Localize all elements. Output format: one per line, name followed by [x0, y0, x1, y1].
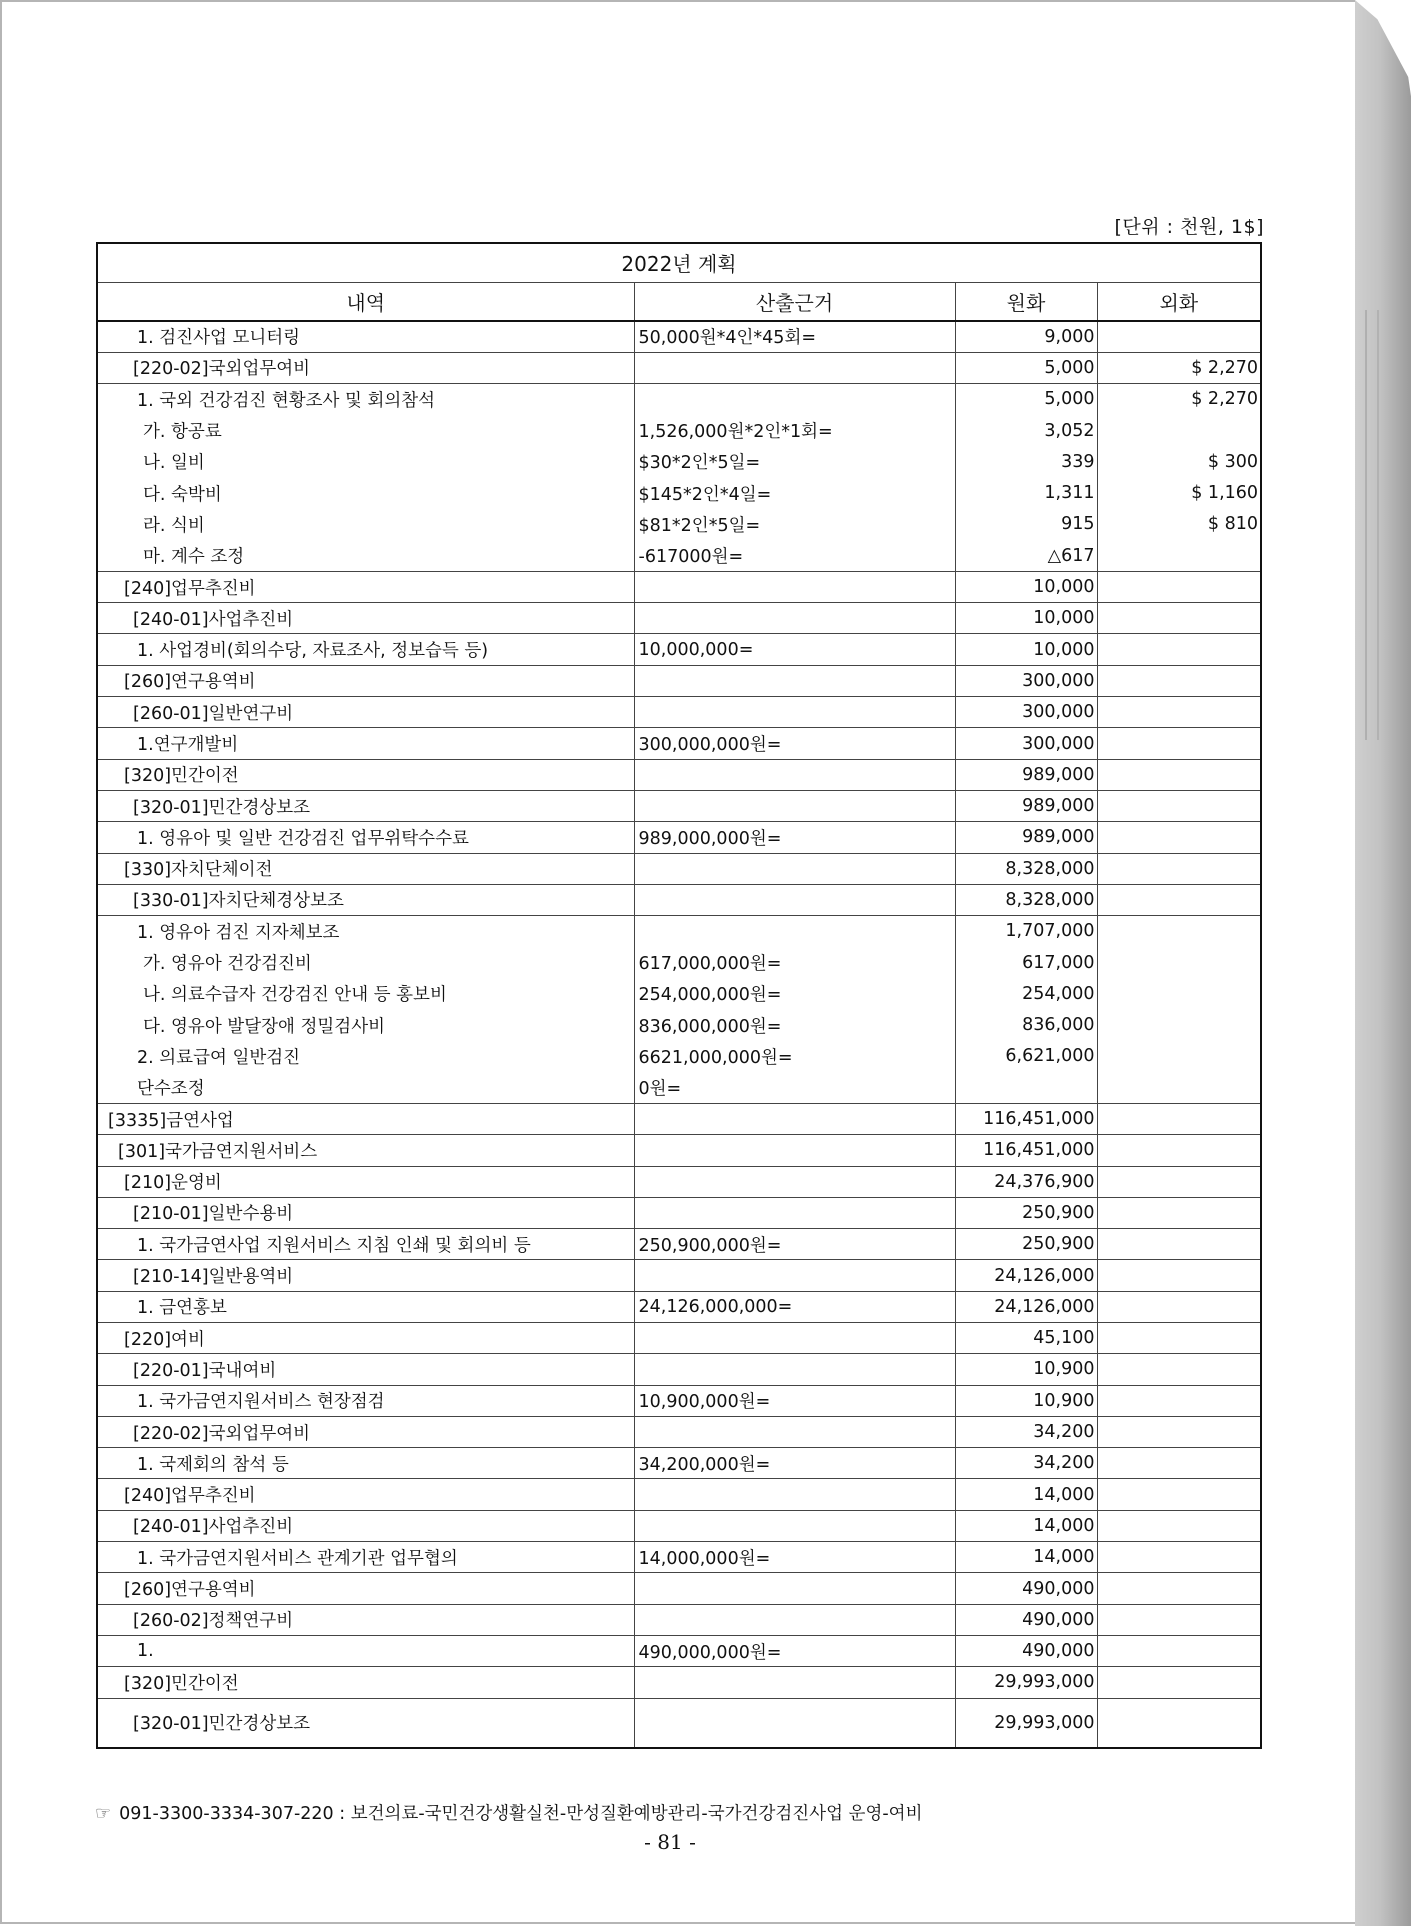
row-fx — [1097, 665, 1261, 696]
header-fx: 외화 — [1097, 282, 1261, 321]
row-basis: 989,000,000원= — [634, 822, 955, 853]
row-item: 1. 국가금연사업 지원서비스 지침 인쇄 및 회의비 등 — [97, 1229, 634, 1260]
row-item: [240]업무추진비 — [97, 571, 634, 602]
table-row — [97, 853, 1261, 884]
row-item: [260-01]일반연구비 — [97, 697, 634, 728]
row-krw: 5,000 — [955, 384, 1097, 415]
table-row — [97, 415, 1261, 446]
row-fx — [1097, 603, 1261, 634]
row-krw: 24,126,000 — [955, 1291, 1097, 1322]
row-item: 1. 사업경비(회의수당, 자료조사, 정보습득 등) — [97, 634, 634, 665]
row-item: 다. 숙박비 — [97, 477, 634, 508]
row-krw: 9,000 — [955, 321, 1097, 352]
row-krw: 10,900 — [955, 1385, 1097, 1416]
row-item: 단수조정 — [97, 1072, 634, 1103]
row-fx — [1097, 571, 1261, 602]
row-item: [260-02]정책연구비 — [97, 1604, 634, 1635]
row-fx — [1097, 1479, 1261, 1510]
row-krw: 6,621,000 — [955, 1041, 1097, 1072]
row-krw: 14,000 — [955, 1542, 1097, 1573]
row-item: [240]업무추진비 — [97, 1479, 634, 1510]
table-row — [97, 1103, 1261, 1134]
table-row — [97, 1604, 1261, 1635]
footnote — [95, 1800, 922, 1825]
row-krw: 250,900 — [955, 1197, 1097, 1228]
row-fx — [1097, 1542, 1261, 1573]
row-fx: $ 2,270 — [1097, 384, 1261, 415]
row-basis — [634, 1479, 955, 1510]
row-basis — [634, 1573, 955, 1604]
row-basis — [634, 884, 955, 915]
row-basis — [634, 603, 955, 634]
row-item: [330]자치단체이전 — [97, 853, 634, 884]
row-item: 1. 국외 건강검진 현황조사 및 회의참석 — [97, 384, 634, 415]
row-basis — [634, 352, 955, 383]
row-krw: 29,993,000 — [955, 1698, 1097, 1748]
row-krw: 45,100 — [955, 1323, 1097, 1354]
row-fx — [1097, 1416, 1261, 1447]
table-row — [97, 384, 1261, 415]
row-krw: 10,000 — [955, 634, 1097, 665]
row-item: [210-01]일반수용비 — [97, 1197, 634, 1228]
row-item: 1. 국가금연지원서비스 현장점검 — [97, 1385, 634, 1416]
row-krw: 34,200 — [955, 1416, 1097, 1447]
row-item: 1. 국가금연지원서비스 관계기관 업무협의 — [97, 1542, 634, 1573]
row-fx — [1097, 415, 1261, 446]
row-krw: 116,451,000 — [955, 1103, 1097, 1134]
row-item: 마. 계수 조정 — [97, 540, 634, 571]
row-item: [260]연구용역비 — [97, 665, 634, 696]
unit-label: [단위 : 천원, 1$] — [1114, 216, 1264, 238]
row-fx — [1097, 1041, 1261, 1072]
row-item: [260]연구용역비 — [97, 1573, 634, 1604]
row-basis: -617000원= — [634, 540, 955, 571]
row-item: [220-02]국외업무여비 — [97, 352, 634, 383]
table-row — [97, 728, 1261, 759]
row-basis — [634, 384, 955, 415]
row-krw: 24,126,000 — [955, 1260, 1097, 1291]
row-basis: 254,000,000원= — [634, 978, 955, 1009]
table-row — [97, 790, 1261, 821]
row-krw: 250,900 — [955, 1229, 1097, 1260]
pointing-hand-icon: ☞ — [95, 1803, 112, 1824]
row-krw — [955, 1072, 1097, 1103]
table-row — [97, 1041, 1261, 1072]
table-row — [97, 446, 1261, 477]
row-fx — [1097, 1103, 1261, 1134]
table-row — [97, 665, 1261, 696]
row-basis — [634, 1667, 955, 1698]
row-fx — [1097, 728, 1261, 759]
row-item: 1.연구개발비 — [97, 728, 634, 759]
plan-title: 2022년 계획 — [97, 243, 1261, 282]
row-krw: 10,000 — [955, 603, 1097, 634]
table-row — [97, 947, 1261, 978]
table-row — [97, 1510, 1261, 1541]
row-basis: $30*2인*5일= — [634, 446, 955, 477]
row-item: 2. 의료급여 일반검진 — [97, 1041, 634, 1072]
row-basis: 1,526,000원*2인*1회= — [634, 415, 955, 446]
row-fx — [1097, 1635, 1261, 1666]
table-row — [97, 1573, 1261, 1604]
row-basis — [634, 1323, 955, 1354]
row-fx: $ 300 — [1097, 446, 1261, 477]
row-item: [330-01]자치단체경상보조 — [97, 884, 634, 915]
row-basis: 300,000,000원= — [634, 728, 955, 759]
row-basis — [634, 1103, 955, 1134]
row-basis: 490,000,000원= — [634, 1635, 955, 1666]
page-curl-edge — [1355, 0, 1411, 1926]
table-row — [97, 1448, 1261, 1479]
row-basis: 24,126,000,000= — [634, 1291, 955, 1322]
row-basis: 10,000,000= — [634, 634, 955, 665]
row-krw: 490,000 — [955, 1604, 1097, 1635]
table-row — [97, 1323, 1261, 1354]
row-item: [320-01]민간경상보조 — [97, 790, 634, 821]
header-krw: 원화 — [955, 282, 1097, 321]
row-fx — [1097, 1323, 1261, 1354]
table-row — [97, 822, 1261, 853]
table-row — [97, 1072, 1261, 1103]
budget-table — [96, 242, 1262, 1749]
row-krw: 10,900 — [955, 1354, 1097, 1385]
row-krw: 1,311 — [955, 477, 1097, 508]
table-row — [97, 477, 1261, 508]
row-fx — [1097, 1072, 1261, 1103]
row-basis: $81*2인*5일= — [634, 509, 955, 540]
table-row — [97, 540, 1261, 571]
row-krw: 989,000 — [955, 822, 1097, 853]
row-fx — [1097, 1291, 1261, 1322]
row-krw: 10,000 — [955, 571, 1097, 602]
row-krw: 29,993,000 — [955, 1667, 1097, 1698]
table-row — [97, 571, 1261, 602]
row-krw: 24,376,900 — [955, 1166, 1097, 1197]
table-row — [97, 321, 1261, 352]
row-basis: $145*2인*4일= — [634, 477, 955, 508]
row-fx — [1097, 1260, 1261, 1291]
row-fx — [1097, 1166, 1261, 1197]
row-basis: 34,200,000원= — [634, 1448, 955, 1479]
row-basis — [634, 1354, 955, 1385]
row-fx — [1097, 884, 1261, 915]
row-fx — [1097, 853, 1261, 884]
row-basis — [634, 853, 955, 884]
row-item: 나. 의료수급자 건강검진 안내 등 홍보비 — [97, 978, 634, 1009]
table-row — [97, 1229, 1261, 1260]
table-row — [97, 1010, 1261, 1041]
table-row — [97, 352, 1261, 383]
table-row — [97, 1416, 1261, 1447]
row-krw: 989,000 — [955, 759, 1097, 790]
row-fx — [1097, 1573, 1261, 1604]
row-basis: 0원= — [634, 1072, 955, 1103]
row-krw: 34,200 — [955, 1448, 1097, 1479]
row-fx — [1097, 1135, 1261, 1166]
table-row — [97, 759, 1261, 790]
row-basis: 50,000원*4인*45회= — [634, 321, 955, 352]
row-fx — [1097, 822, 1261, 853]
row-krw: 254,000 — [955, 978, 1097, 1009]
row-fx — [1097, 759, 1261, 790]
row-item: 라. 식비 — [97, 509, 634, 540]
table-row — [97, 916, 1261, 947]
row-item: 1. 영유아 검진 지자체보조 — [97, 916, 634, 947]
row-krw: 8,328,000 — [955, 884, 1097, 915]
row-fx — [1097, 1197, 1261, 1228]
row-item: [220-02]국외업무여비 — [97, 1416, 634, 1447]
row-fx: $ 810 — [1097, 509, 1261, 540]
row-krw: 1,707,000 — [955, 916, 1097, 947]
row-basis — [634, 1510, 955, 1541]
table-row — [97, 697, 1261, 728]
row-item: [240-01]사업추진비 — [97, 1510, 634, 1541]
row-basis: 10,900,000원= — [634, 1385, 955, 1416]
row-krw: 14,000 — [955, 1510, 1097, 1541]
row-fx — [1097, 1229, 1261, 1260]
row-krw: 339 — [955, 446, 1097, 477]
row-fx — [1097, 1604, 1261, 1635]
row-basis — [634, 1698, 955, 1748]
row-krw: 3,052 — [955, 415, 1097, 446]
row-basis: 14,000,000원= — [634, 1542, 955, 1573]
row-basis: 836,000,000원= — [634, 1010, 955, 1041]
row-fx — [1097, 1510, 1261, 1541]
row-item: [240-01]사업추진비 — [97, 603, 634, 634]
row-krw: 116,451,000 — [955, 1135, 1097, 1166]
row-basis: 617,000,000원= — [634, 947, 955, 978]
row-krw: 836,000 — [955, 1010, 1097, 1041]
row-item: [210]운영비 — [97, 1166, 634, 1197]
row-krw: △617 — [955, 540, 1097, 571]
row-item: [301]국가금연지원서비스 — [97, 1135, 634, 1166]
table-row — [97, 1385, 1261, 1416]
row-krw: 300,000 — [955, 728, 1097, 759]
row-item: 가. 항공료 — [97, 415, 634, 446]
row-krw: 5,000 — [955, 352, 1097, 383]
row-fx — [1097, 1354, 1261, 1385]
row-krw: 300,000 — [955, 697, 1097, 728]
page-number: - 81 - — [644, 1830, 696, 1854]
row-item: [220]여비 — [97, 1323, 634, 1354]
row-fx — [1097, 1385, 1261, 1416]
row-basis — [634, 1135, 955, 1166]
row-basis — [634, 759, 955, 790]
header-item: 내역 — [97, 282, 634, 321]
row-fx — [1097, 634, 1261, 665]
table-row — [97, 1667, 1261, 1698]
table-row — [97, 1542, 1261, 1573]
row-basis: 6621,000,000원= — [634, 1041, 955, 1072]
row-fx — [1097, 790, 1261, 821]
row-fx — [1097, 978, 1261, 1009]
row-basis — [634, 1260, 955, 1291]
table-row — [97, 1698, 1261, 1748]
row-fx — [1097, 916, 1261, 947]
row-fx — [1097, 321, 1261, 352]
row-fx: $ 2,270 — [1097, 352, 1261, 383]
row-fx — [1097, 1698, 1261, 1748]
row-basis — [634, 1416, 955, 1447]
row-krw: 14,000 — [955, 1479, 1097, 1510]
row-fx — [1097, 697, 1261, 728]
row-item: 다. 영유아 발달장애 정밀검사비 — [97, 1010, 634, 1041]
row-item: [220-01]국내여비 — [97, 1354, 634, 1385]
row-krw: 8,328,000 — [955, 853, 1097, 884]
row-basis — [634, 1197, 955, 1228]
row-fx: $ 1,160 — [1097, 477, 1261, 508]
row-item: 1. 금연홍보 — [97, 1291, 634, 1322]
row-item: 1. 국제회의 참석 등 — [97, 1448, 634, 1479]
row-item: 가. 영유아 건강검진비 — [97, 947, 634, 978]
table-row — [97, 634, 1261, 665]
header-basis: 산출근거 — [634, 282, 955, 321]
table-row — [97, 1260, 1261, 1291]
row-item: 나. 일비 — [97, 446, 634, 477]
footnote-text: 091-3300-3334-307-220 : 보건의료-국민건강생활실천-만성질환예방관리-국가건강검진사업 운영-여비 — [119, 1804, 923, 1824]
row-item: 1. 영유아 및 일반 건강검진 업무위탁수수료 — [97, 822, 634, 853]
table-row — [97, 1354, 1261, 1385]
table-row — [97, 1635, 1261, 1666]
table-row — [97, 978, 1261, 1009]
row-krw: 617,000 — [955, 947, 1097, 978]
table-row — [97, 509, 1261, 540]
row-basis — [634, 697, 955, 728]
row-item: [210-14]일반용역비 — [97, 1260, 634, 1291]
row-fx — [1097, 1010, 1261, 1041]
row-krw: 989,000 — [955, 790, 1097, 821]
row-basis — [634, 1166, 955, 1197]
row-krw: 490,000 — [955, 1573, 1097, 1604]
row-fx — [1097, 540, 1261, 571]
row-basis — [634, 571, 955, 602]
row-fx — [1097, 1448, 1261, 1479]
row-item: [3335]금연사업 — [97, 1103, 634, 1134]
row-basis — [634, 916, 955, 947]
row-item: [320-01]민간경상보조 — [97, 1698, 634, 1748]
row-krw: 300,000 — [955, 665, 1097, 696]
table-row — [97, 1135, 1261, 1166]
table-row — [97, 1166, 1261, 1197]
row-fx — [1097, 1667, 1261, 1698]
row-krw: 490,000 — [955, 1635, 1097, 1666]
row-item: 1. 검진사업 모니터링 — [97, 321, 634, 352]
row-fx — [1097, 947, 1261, 978]
row-item: [320]민간이전 — [97, 1667, 634, 1698]
row-basis — [634, 1604, 955, 1635]
row-basis — [634, 790, 955, 821]
table-row — [97, 1291, 1261, 1322]
table-row — [97, 603, 1261, 634]
row-item: 1. — [97, 1635, 634, 1666]
table-row — [97, 1197, 1261, 1228]
row-item: [320]민간이전 — [97, 759, 634, 790]
row-basis: 250,900,000원= — [634, 1229, 955, 1260]
row-krw: 915 — [955, 509, 1097, 540]
table-row — [97, 1479, 1261, 1510]
table-row — [97, 884, 1261, 915]
row-basis — [634, 665, 955, 696]
